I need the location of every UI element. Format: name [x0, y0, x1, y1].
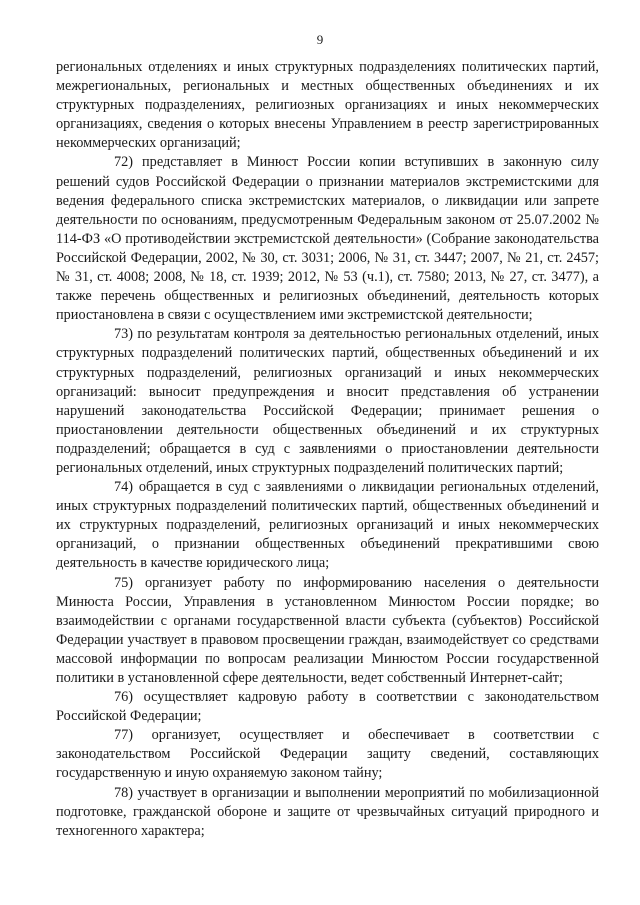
paragraph-item-75: 75) организует работу по информированию населения о деятельности Минюста России, Управления в установленном Минюстом России порядке; во взаимодействии с органами государственной власти субъекта (субъектов) Российской Федерации участвует в правовом просвещении граждан, взаимодействует со средствами массовой информации по вопросам реализации Минюстом России государственной политики в установленной сфере деятельности, ведет собственный Интернет-сайт; [56, 574, 599, 686]
paragraph-item-77: 77) организует, осуществляет и обеспечивает в соответствии с законодательством Российской Федерации защиту сведений, составляющих государственную и иную охраняемую законом тайну; [56, 727, 599, 782]
paragraph-item-73: 73) по результатам контроля за деятельностью региональных отделений, иных структурных подразделений политических партий, общественных объединений и их структурных подразделений, религиозных организаций и иных некоммерческих организаций: выносит предупреждения и вносит представления об устранении нарушений законодательства Российской Федерации; принимает решения о приостановлении деятельности общественных объединений и их структурных подразделений; обращается в суд с заявлениями о приостановлении деятельности региональных отделений, иных структурных подразделений политических партий; [56, 326, 599, 476]
paragraph-continuation: региональных отделениях и иных структурных подразделениях политических партий, межрегиональных, региональных и местных общественных объединениях и их структурных подразделениях, религиозных организациях и иных некоммерческих организациях, сведения о которых внесены Управлением в реестр зарегистрированных некоммерческих организаций; [56, 59, 599, 152]
paragraph-item-76: 76) осуществляет кадровую работу в соответствии с законодательством Российской Федерации; [56, 689, 599, 725]
paragraph-item-74: 74) обращается в суд с заявлениями о ликвидации региональных отделений, иных структурных подразделений политических партий, общественных объединений и их структурных подразделений, религиозных организаций и иных некоммерческих организаций, о признании общественных объединений прекратившими свою деятельность в качестве юридического лица; [56, 479, 599, 572]
paragraph-item-72: 72) представляет в Минюст России копии вступивших в законную силу решений судов Российской Федерации о признании материалов экстремистскими для ведения федерального списка экстремистских материалов, о ликвидации или запрете деятельности по основаниям, предусмотренным Федеральным законом от 25.07.2002 № 114-ФЗ «О противодействии экстремистской деятельности» (Собрание законодательства Российской Федерации, 2002, № 30, ст. 3031; 2006, № 31, ст. 3447; 2007, № 21, ст. 2457; № 31, ст. 4008; 2008, № 18, ст. 1939; 2012, № 53 (ч.1), ст. 7580; 2013, № 27, ст. 3477), а также перечень общественных и религиозных объединений, деятельность которых приостановлена в связи с осуществлением ими экстремистской деятельности; [56, 154, 599, 324]
page-number: 9 [316, 32, 324, 47]
paragraph-item-78: 78) участвует в организации и выполнении мероприятий по мобилизационной подготовке, гражданской обороне и защите от чрезвычайных ситуаций природного и техногенного характера; [56, 784, 599, 839]
document-body [56, 58, 599, 841]
